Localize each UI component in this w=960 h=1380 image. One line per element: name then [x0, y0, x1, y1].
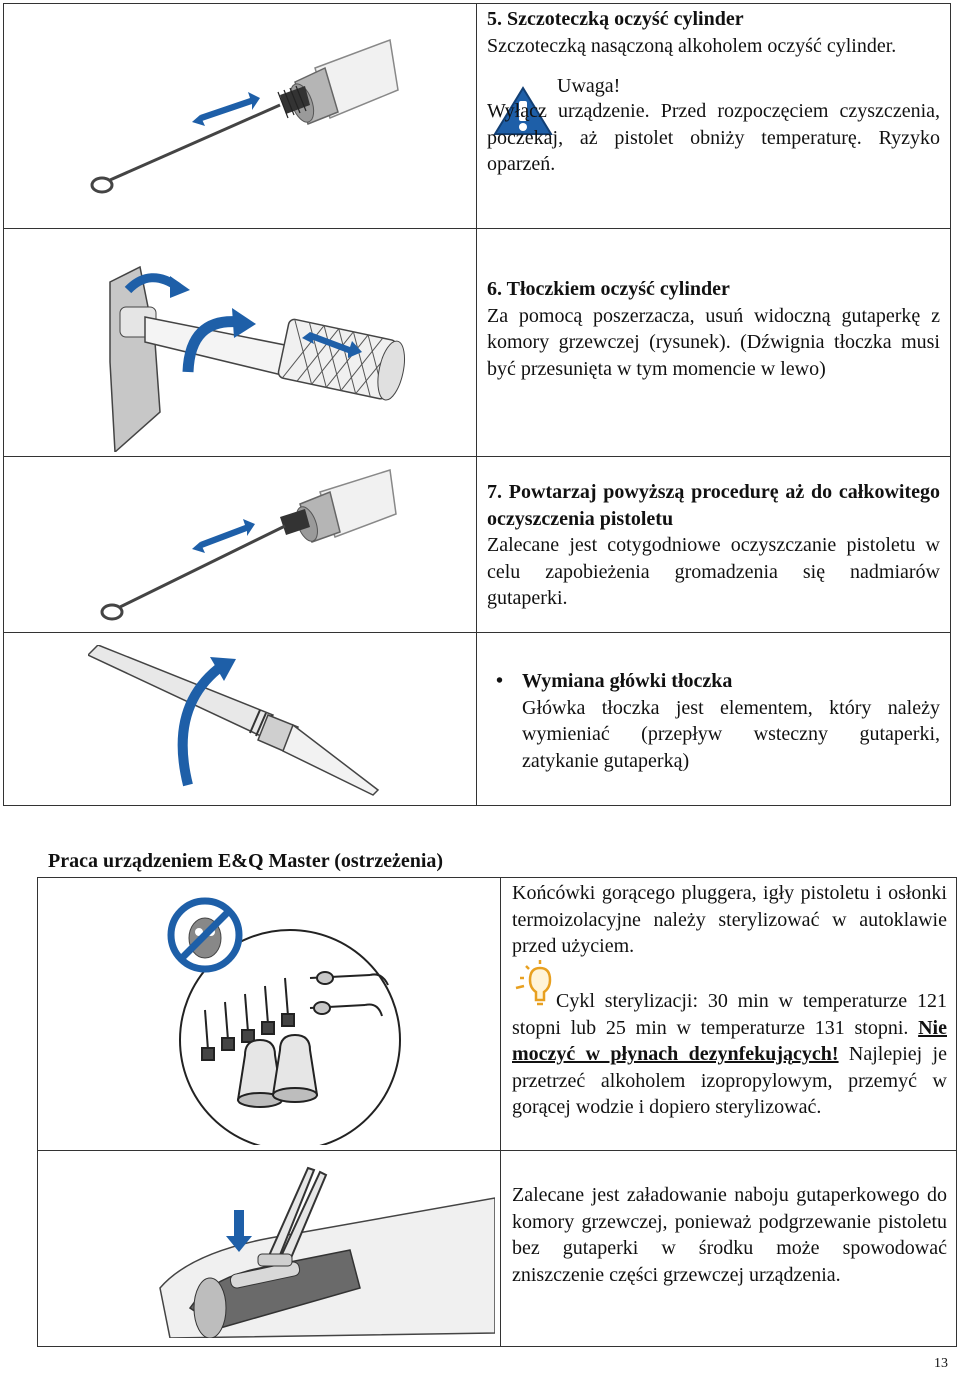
item8-block [496, 668, 940, 774]
item8-bullet-title: Wymiana główki tłoczka [522, 670, 733, 692]
bullet-icon: • [496, 670, 504, 692]
item6-title: 6. Tłoczkiem oczyść cylinder [487, 278, 730, 300]
item6-block [487, 276, 940, 382]
table-divider [500, 877, 501, 1347]
section2-heading: Praca urządzeniem E&Q Master (ostrzeżenia) [48, 850, 444, 872]
item5-text: Szczoteczką nasączoną alkoholem oczyść cylinder. [487, 34, 897, 57]
cartridge-text: Zalecane jest załadowanie naboju gutaperkowego do komory grzewczej, ponieważ podgrzewanie pistoletu bez gutaperki w środku może spowodować zniszczenie części grzewczej urządzenia. [512, 1184, 947, 1286]
item8-text: Główka tłoczka jest elementem, który należy wymieniać (przepływ wsteczny gutaperki, zatykanie gutaperką) [522, 696, 940, 772]
warning-label: Uwaga! [557, 75, 621, 98]
row-divider [3, 228, 951, 229]
row-divider [37, 1150, 957, 1151]
item7-text: Zalecane jest cotygodniowe oczyszczanie pistoletu w celu zapobieżenia gromadzenia się nadmiarów gutaperki. [487, 534, 940, 610]
item7-block [487, 479, 940, 612]
item8-title [496, 668, 940, 695]
cartridge-loading-illustration [150, 1158, 495, 1338]
brush-repeat-illustration [90, 462, 400, 627]
item5-title: 5. Szczoteczką oczyść cylinder [487, 8, 744, 30]
item6-text: Za pomocą poszerzacza, usuń widoczną gutaperkę z komory grzewczej (rysunek). (Dźwignia tłoczka musi być przesunięta w tym momencie w lewo) [487, 304, 940, 380]
sterilization-illustration [160, 890, 490, 1145]
page-number: 13 [934, 1356, 948, 1371]
sterilization-text-1: Końcówki gorącego pluggera, igły pistoletu i osłonki termoizolacyjne należy sterylizować w autoklawie przed użyciem. [512, 882, 947, 958]
do-not-soak-warning: Nie moczyć w płynach dezynfekujących! [512, 1016, 947, 1066]
row-divider [3, 456, 951, 457]
row-divider [3, 632, 951, 633]
warning-text: Wyłącz urządzenie. Przed rozpoczęciem czyszczenia, poczekaj, aż pistolet obniży temperaturę. Ryzyko oparzeń. [487, 100, 940, 176]
item5-block [487, 6, 940, 178]
sterilization-cycle-text: Cykl sterylizacji: 30 min w temperaturze 121 stopni lub 25 min w temperaturze 131 stopni. [512, 990, 947, 1039]
sterilization-text-2 [512, 988, 947, 1121]
cleaning-advice-text: Najlepiej je przetrzeć alkoholem izopropylowym, przemyć w gorącej wodzie i dopiero sterylizować. [512, 1043, 947, 1119]
plunger-tip-illustration [88, 645, 388, 800]
brush-cleaning-illustration [80, 20, 400, 210]
table-divider [476, 3, 477, 806]
plunger-cleaning-illustration [100, 262, 430, 452]
item7-title: 7. Powtarzaj powyższą procedurę aż do całkowitego oczyszczenia pistoletu [487, 481, 940, 530]
